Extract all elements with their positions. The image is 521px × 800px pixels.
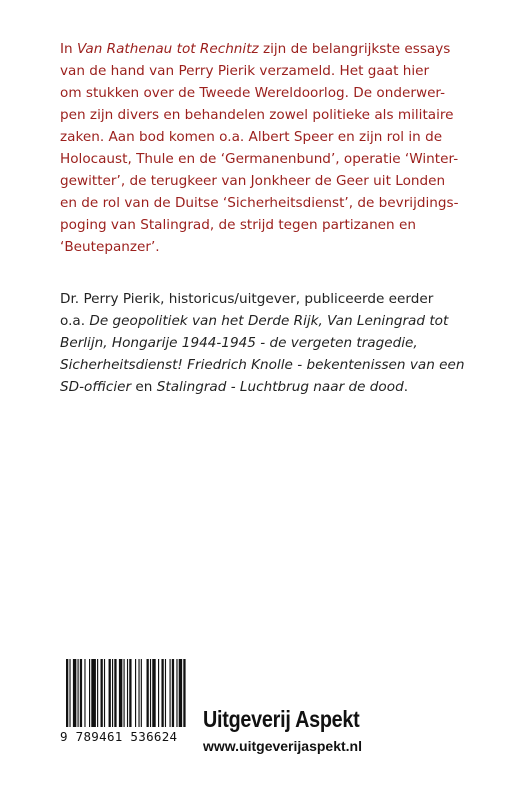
book-title: Stalingrad - Luchtbrug naar de dood	[156, 379, 404, 395]
barcode-bar	[109, 659, 111, 727]
barcode-bar	[66, 659, 68, 727]
bio-line: Sicherheitsdienst! Friedrich Knolle - bekentenissen van een	[60, 357, 465, 373]
blurb-line	[60, 38, 480, 60]
barcode-bar	[119, 659, 122, 727]
publisher-name: Uitgeverij Aspekt	[203, 706, 360, 732]
barcode-bar	[165, 659, 166, 727]
barcode-bar	[124, 659, 125, 727]
bio-line	[60, 310, 480, 332]
blurb-line: van de hand van Perry Pierik verzameld. Het gaat hier	[60, 63, 430, 79]
barcode-bar	[135, 659, 136, 727]
blurb-line: poging van Stalingrad, de strijd tegen partizanen en	[60, 217, 416, 233]
blurb-line: gewitter’, de terugkeer van Jonkheer de Geer uit Londen	[60, 173, 446, 189]
barcode-bar	[152, 659, 155, 727]
barcode-bar	[158, 659, 159, 727]
blurb-text: zijn de belangrijkste essays	[258, 41, 451, 57]
barcode-bar	[172, 659, 174, 727]
barcode-bar	[114, 659, 116, 727]
bio-text: o.a.	[60, 313, 90, 329]
barcode-bar	[97, 659, 98, 727]
barcode-bar	[129, 659, 131, 727]
barcode-bar	[80, 659, 82, 727]
blurb-line: en de rol van de Duitse ‘Sicherheitsdienst’, de bevrijdings-	[60, 195, 459, 211]
barcode-bar	[84, 659, 85, 727]
barcode-bar	[183, 659, 185, 727]
bio-text: .	[403, 379, 409, 395]
isbn-barcode	[60, 659, 202, 745]
barcode-bar	[101, 659, 103, 727]
barcode-bar	[170, 659, 171, 727]
barcode-bar	[91, 659, 96, 727]
barcode-bar	[127, 659, 128, 727]
blurb-line: Holocaust, Thule en de ‘Germanenbund’, operatie ‘Winter-	[60, 151, 459, 167]
blurb-line: om stukken over de Tweede Wereldoorlog. De onderwer-	[60, 85, 446, 101]
bio-text: en	[131, 379, 157, 395]
barcode-bar	[89, 659, 90, 727]
book-title: De geopolitiek van het Derde Rijk, Van Leningrad tot	[89, 313, 449, 329]
blurb-line: ‘Beutepanzer’.	[60, 239, 160, 255]
blurb-line: pen zijn divers en behandelen zowel politieke als militaire	[60, 107, 454, 123]
isbn-number: 9 789461 536624	[60, 729, 178, 744]
bio-line: Berlijn, Hongarije 1944-1945 - de vergeten tragedie,	[60, 335, 418, 351]
barcode-bar	[69, 659, 70, 727]
barcode-bar	[78, 659, 79, 727]
barcode-bar	[179, 659, 182, 727]
barcode-bar	[150, 659, 151, 727]
barcode-bar	[161, 659, 163, 727]
blurb-line: zaken. Aan bod komen o.a. Albert Speer en zijn rol in de	[60, 129, 443, 145]
barcode-bar	[104, 659, 105, 727]
bio-line	[60, 376, 480, 398]
author-bio-paragraph	[60, 288, 480, 398]
barcode-bars	[60, 659, 202, 727]
barcode-bar	[73, 659, 76, 727]
barcode-bar	[141, 659, 142, 727]
barcode-bar	[138, 659, 139, 727]
blurb-paragraph	[60, 38, 480, 258]
blurb-text: In	[60, 41, 77, 57]
book-title: Van Rathenau tot Rechnitz	[76, 41, 259, 57]
publisher-url: www.uitgeverijaspekt.nl	[203, 738, 362, 754]
barcode-bar	[176, 659, 177, 727]
book-title: SD-officier	[60, 379, 132, 395]
barcode-bar	[147, 659, 149, 727]
barcode-bar	[112, 659, 113, 727]
bio-line: Dr. Perry Pierik, historicus/uitgever, publiceerde eerder	[60, 291, 434, 307]
